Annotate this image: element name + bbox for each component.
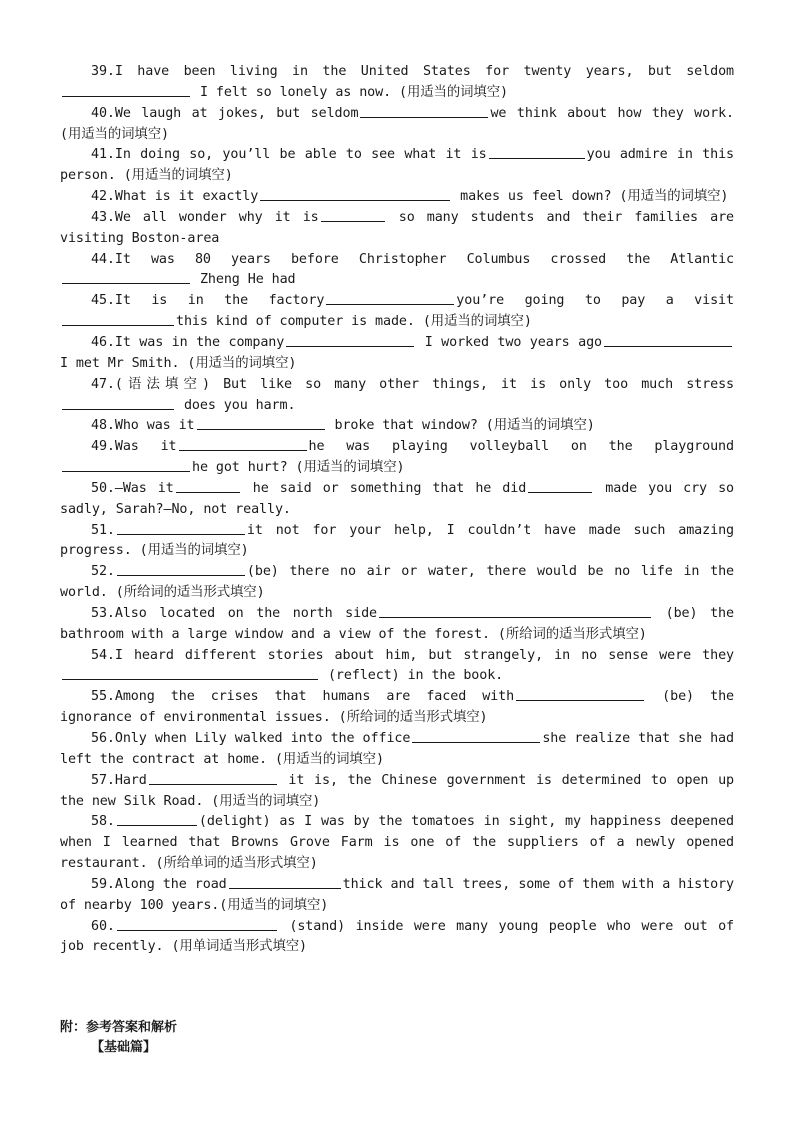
question-text: so many students and their families are visiting Boston-area	[60, 209, 734, 246]
question-text: you’re going to pay a visit	[456, 293, 734, 309]
answer-blank[interactable]	[229, 875, 341, 889]
question-item	[60, 646, 734, 688]
question-text: (reflect) in the book.	[320, 668, 504, 684]
question-item	[60, 875, 734, 917]
answer-blank[interactable]	[62, 666, 318, 680]
question-item	[60, 145, 734, 187]
question-text: 50.—Was it	[91, 480, 174, 496]
answer-blank[interactable]	[62, 270, 190, 284]
question-item	[60, 479, 734, 521]
answer-blank[interactable]	[412, 729, 540, 743]
question-item	[60, 187, 734, 208]
question-list	[60, 62, 734, 958]
answer-blank[interactable]	[62, 396, 174, 410]
question-item	[60, 291, 734, 333]
answer-blank[interactable]	[62, 83, 190, 97]
answer-blank[interactable]	[197, 416, 325, 430]
answer-blank[interactable]	[528, 479, 592, 493]
question-text: it not for your help, I couldn’t have made such amazing progress. (用适当的词填空)	[60, 522, 734, 559]
answer-blank[interactable]	[286, 333, 414, 347]
question-text: 41.In doing so, you’ll be able to see what it is	[91, 147, 487, 163]
answer-blank[interactable]	[360, 104, 488, 118]
question-item	[60, 917, 734, 959]
question-text: (stand) inside were many young people who were out of job recently. (用单词适当形式填空)	[60, 918, 734, 955]
question-item	[60, 562, 734, 604]
question-item	[60, 416, 734, 437]
question-item	[60, 375, 734, 417]
question-item	[60, 104, 734, 146]
question-text: 60.	[91, 918, 115, 934]
answer-blank[interactable]	[62, 458, 190, 472]
question-item	[60, 437, 734, 479]
question-text: 53.Also located on the north side	[91, 605, 378, 621]
answer-blank[interactable]	[179, 437, 307, 451]
question-text: 58.	[91, 814, 115, 830]
question-text: Zheng He had	[192, 272, 296, 288]
answer-blank[interactable]	[149, 771, 277, 785]
answer-blank[interactable]	[117, 521, 245, 535]
question-item	[60, 771, 734, 813]
question-text: 47.(语法填空) But like so many other things, it is only too much stress	[91, 376, 734, 392]
answer-blank[interactable]	[176, 479, 240, 493]
answer-blank[interactable]	[260, 187, 450, 201]
answer-blank[interactable]	[321, 208, 385, 222]
question-item	[60, 208, 734, 250]
question-item	[60, 521, 734, 563]
question-text: (be) there no air or water, there would be no life in the world. (所给词的适当形式填空)	[60, 564, 734, 601]
question-text: he said or something that he did	[241, 480, 527, 496]
question-text: (be) the ignorance of environmental issues. (所给词的适当形式填空)	[60, 689, 734, 726]
question-text: 49.Was it	[91, 439, 177, 455]
question-text: 43.We all wonder why it is	[91, 209, 319, 225]
question-text: it is, the Chinese government is determined to open up the new Silk Road. (用适当的词填空)	[60, 772, 734, 809]
question-item	[60, 62, 734, 104]
answer-blank[interactable]	[489, 145, 585, 159]
question-item	[60, 687, 734, 729]
question-text: we think about how they work. (用适当的词填空)	[60, 105, 734, 142]
question-text: 39.I have been living in the United States for twenty years, but seldom	[91, 64, 734, 79]
question-text: he got hurt? (用适当的词填空)	[192, 460, 405, 476]
question-text: broke that window? (用适当的词填空)	[326, 418, 595, 434]
question-text: 56.Only when Lily walked into the office	[91, 731, 411, 746]
question-text: (delight) as I was by the tomatoes in sight, my happiness deepened when I learned that Browns Grove Farm is one of the suppliers of a newly opened restaurant. (所给单词的适当形式填空)	[60, 814, 734, 872]
question-text: you admire in this person. (用适当的词填空)	[60, 147, 734, 184]
question-text: 48.Who was it	[91, 418, 195, 434]
question-text: makes us feel down? (用适当的词填空)	[452, 189, 729, 205]
answer-blank[interactable]	[117, 917, 277, 931]
appendix-title: 附：参考答案和解析	[60, 1020, 178, 1035]
question-text: 57.Hard	[91, 772, 147, 788]
appendix-section-label: 【基础篇】	[91, 1040, 157, 1055]
question-item	[60, 604, 734, 646]
question-text: he was playing volleyball on the playground	[308, 439, 734, 455]
question-text: made you cry so sadly, Sarah?—No, not really.	[60, 480, 735, 517]
question-text: 54.I heard different stories about him, but strangely, in no sense were they	[91, 647, 734, 663]
question-item	[60, 250, 734, 292]
question-text: (be) the bathroom with a large window and a view of the forest. (所给词的适当形式填空)	[60, 605, 734, 642]
question-text: 46.It was in the company	[91, 334, 285, 350]
appendix	[60, 1018, 734, 1058]
question-text: 40.We laugh at jokes, but seldom	[91, 105, 359, 121]
question-item	[60, 729, 734, 771]
question-text: 51.	[91, 522, 115, 538]
question-text: thick and tall trees, some of them with a history of nearby 100 years.(用适当的词填空)	[60, 876, 734, 913]
question-text: I felt so lonely as now. (用适当的词填空)	[192, 84, 508, 100]
question-text: she realize that she had left the contract at home. (用适当的词填空)	[60, 731, 734, 767]
answer-blank[interactable]	[604, 333, 732, 347]
question-text: 44.It was 80 years before Christopher Columbus crossed the Atlantic	[91, 251, 734, 267]
answer-blank[interactable]	[117, 562, 245, 576]
question-text: 42.What is it exactly	[91, 189, 259, 205]
answer-blank[interactable]	[516, 687, 644, 701]
answer-blank[interactable]	[326, 291, 454, 305]
question-text: this kind of computer is made. (用适当的词填空)	[176, 314, 532, 330]
answer-blank[interactable]	[117, 812, 197, 826]
answer-blank[interactable]	[62, 312, 174, 326]
question-text: I met Mr Smith. (用适当的词填空)	[60, 355, 297, 371]
question-text: does you harm.	[176, 397, 296, 413]
question-text: 52.	[91, 564, 115, 580]
question-text: 55.Among the crises that humans are faced with	[91, 689, 515, 705]
question-item	[60, 333, 734, 375]
question-text: I worked two years ago	[416, 334, 602, 350]
question-item	[60, 812, 734, 875]
question-text: 45.It is in the factory	[91, 293, 325, 309]
answer-blank[interactable]	[379, 604, 651, 618]
question-text: 59.Along the road	[91, 876, 227, 892]
